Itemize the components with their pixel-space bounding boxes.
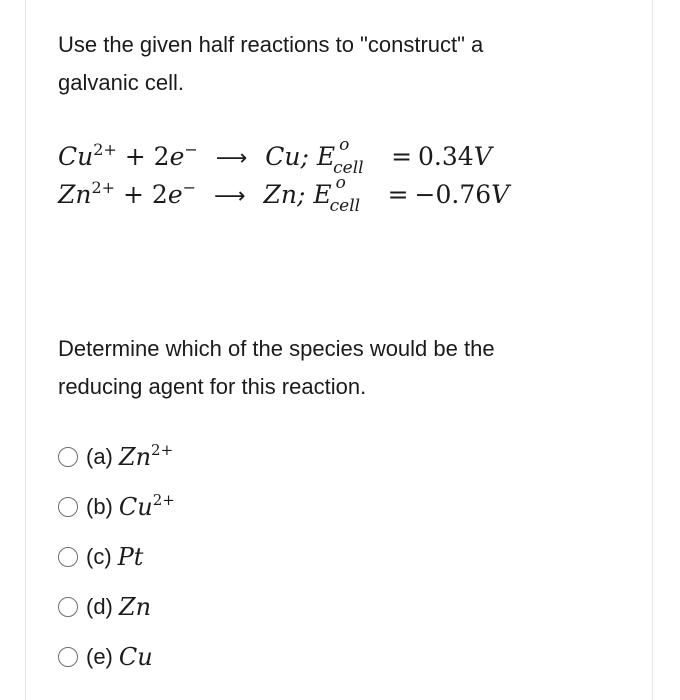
electron-symbol: e bbox=[169, 142, 185, 171]
potential-value: 0.34 bbox=[418, 142, 474, 171]
potential-scripts bbox=[333, 135, 377, 178]
reactant-charge: 2+ bbox=[91, 178, 116, 197]
species-symbol: Zn bbox=[118, 593, 152, 621]
species-charge: 2+ bbox=[152, 491, 175, 509]
potential-subscript: cell bbox=[333, 158, 364, 178]
question-text bbox=[58, 330, 618, 406]
potential-superscript: o bbox=[339, 135, 350, 155]
potential-symbol: E bbox=[313, 180, 332, 209]
potential-unit: V bbox=[491, 180, 510, 209]
electron-charge: − bbox=[184, 140, 198, 159]
potential-unit: V bbox=[473, 142, 492, 171]
radio-icon[interactable] bbox=[58, 447, 78, 467]
radio-icon[interactable] bbox=[58, 547, 78, 567]
reaction-arrow: ⟶ bbox=[214, 184, 246, 209]
option-letter: (d) bbox=[86, 594, 113, 619]
reaction-arrow: ⟶ bbox=[215, 146, 248, 171]
radio-icon[interactable] bbox=[58, 497, 78, 517]
option-c[interactable] bbox=[58, 532, 175, 582]
option-species bbox=[119, 593, 151, 621]
option-species bbox=[119, 443, 173, 471]
option-letter: (a) bbox=[86, 444, 113, 469]
species-charge: 2+ bbox=[151, 441, 174, 459]
reactant-species: Zn bbox=[58, 180, 92, 209]
half-reaction-zinc bbox=[58, 173, 510, 216]
plus-coefficient: + 2 bbox=[124, 142, 170, 171]
species-symbol: Zn bbox=[118, 443, 152, 471]
reactant-species: Cu bbox=[58, 142, 94, 171]
option-species bbox=[119, 643, 153, 671]
option-letter: (c) bbox=[86, 544, 112, 569]
species-symbol: Cu bbox=[118, 643, 153, 671]
species-symbol: Cu bbox=[118, 493, 153, 521]
prompt-line-2: galvanic cell. bbox=[58, 70, 184, 95]
option-a[interactable] bbox=[58, 432, 175, 482]
species-symbol: Pt bbox=[117, 543, 144, 571]
question-line-1: Determine which of the species would be the bbox=[58, 336, 495, 361]
potential-superscript: o bbox=[335, 173, 346, 193]
question-line-2: reducing agent for this reaction. bbox=[58, 374, 367, 399]
potential-scripts bbox=[329, 173, 374, 216]
equals-sign: = bbox=[391, 142, 413, 171]
radio-icon[interactable] bbox=[58, 647, 78, 667]
electron-symbol: e bbox=[167, 180, 183, 209]
option-species bbox=[118, 543, 144, 571]
plus-coefficient: + 2 bbox=[123, 180, 168, 209]
product-species: Cu; bbox=[265, 142, 309, 171]
question-prompt bbox=[58, 26, 598, 102]
option-b[interactable] bbox=[58, 482, 175, 532]
option-d[interactable] bbox=[58, 582, 175, 632]
prompt-line-1: Use the given half reactions to "construct" a bbox=[58, 32, 484, 57]
half-reaction-copper bbox=[58, 135, 509, 178]
product-species: Zn; bbox=[263, 180, 306, 209]
potential-symbol: E bbox=[316, 142, 336, 171]
half-reactions bbox=[58, 135, 510, 216]
potential-value: −0.76 bbox=[414, 180, 492, 209]
option-species bbox=[119, 493, 175, 521]
option-letter: (b) bbox=[86, 494, 113, 519]
radio-icon[interactable] bbox=[58, 597, 78, 617]
reactant-charge: 2+ bbox=[93, 140, 117, 159]
option-letter: (e) bbox=[86, 644, 113, 669]
option-e[interactable] bbox=[58, 632, 175, 682]
potential-subscript: cell bbox=[329, 196, 361, 216]
equals-sign: = bbox=[387, 180, 409, 209]
answer-options bbox=[58, 432, 175, 682]
electron-charge: − bbox=[182, 178, 197, 197]
